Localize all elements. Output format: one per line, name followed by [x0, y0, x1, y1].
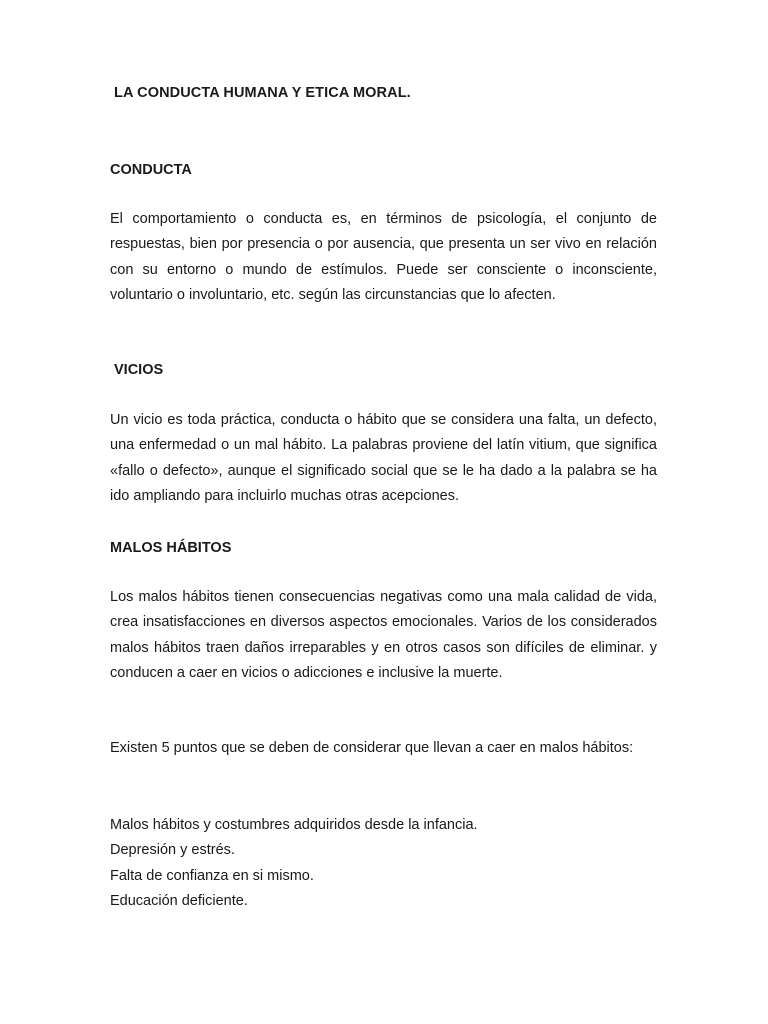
section-heading-conducta: CONDUCTA	[110, 162, 192, 178]
causes-list	[110, 813, 478, 914]
list-item: Depresión y estrés.	[110, 842, 235, 859]
section-heading-vicios: VICIOS	[114, 362, 164, 378]
paragraph-intro-puntos: Existen 5 puntos que se deben de considerar que llevan a caer en malos hábitos:	[110, 740, 634, 756]
paragraph-conducta: El comportamiento o conducta es, en términos de psicología, el conjunto de respuestas, bien por presencia o por ausencia, que presenta un ser vivo en relación con su entorno o mundo de estímulos. Puede ser consciente o inconsciente, voluntario o involuntario, etc. según las circunstancias que lo afecten.	[110, 211, 657, 303]
section-heading-malos-habitos: MALOS HÁBITOS	[110, 540, 232, 556]
list-item: Falta de confianza en si mismo.	[110, 867, 314, 884]
list-item: Educación deficiente.	[110, 892, 248, 909]
paragraph-vicios: Un vicio es toda práctica, conducta o hábito que se considera una falta, un defecto, una enfermedad o un mal hábito. La palabras proviene del latín vitium, que significa «fallo o defecto», aunque el significado social que se le ha dado a la palabra se ha ido ampliando para incluirlo muchas otras acepciones.	[110, 412, 657, 504]
paragraph-malos-habitos: Los malos hábitos tienen consecuencias negativas como una mala calidad de vida, crea insatisfacciones en diversos aspectos emocionales. Varios de los considerados malos hábitos traen daños irreparables y en otros casos son difíciles de eliminar. y conducen a caer en vicios o adicciones e inclusive la muerte.	[110, 589, 657, 681]
list-item: Malos hábitos y costumbres adquiridos desde la infancia.	[110, 817, 478, 833]
document-title: LA CONDUCTA HUMANA Y ETICA MORAL.	[114, 85, 411, 101]
